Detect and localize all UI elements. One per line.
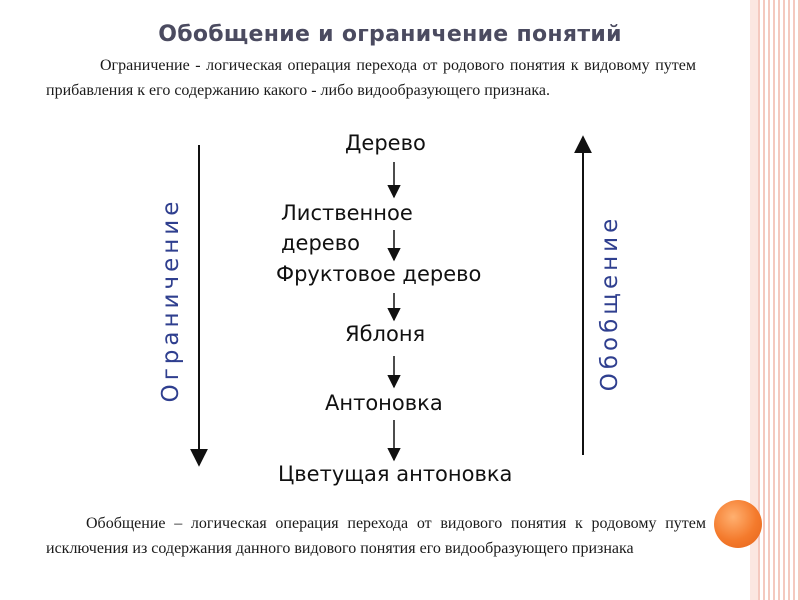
chain-node-blooming-antonovka: Цветущая антоновка: [278, 462, 513, 486]
chain-node-tree: Дерево: [345, 131, 426, 155]
slide-title: Обобщение и ограничение понятий: [158, 22, 622, 47]
chain-node-antonovka: Антоновка: [325, 391, 443, 415]
chain-node-apple-tree: Яблоня: [345, 322, 426, 346]
label-generalization: Обобщение: [597, 214, 623, 392]
definition-generalization: Обобщение – логическая операция перехода от видового понятия к родовому путем исключения из содержания данного видового понятия его видообразующего признака: [46, 515, 706, 557]
chain-node-deciduous-tree: Лиственное дерево: [281, 201, 413, 255]
chain-node-fruit-tree: Фруктовое дерево: [276, 262, 482, 286]
definition-restriction: Ограничение - логическая операция перехода от родового понятия к видовому путем прибавления к его содержанию какого - либо видообразующего признака.: [46, 57, 696, 99]
label-restriction: Ограничение: [158, 197, 184, 403]
